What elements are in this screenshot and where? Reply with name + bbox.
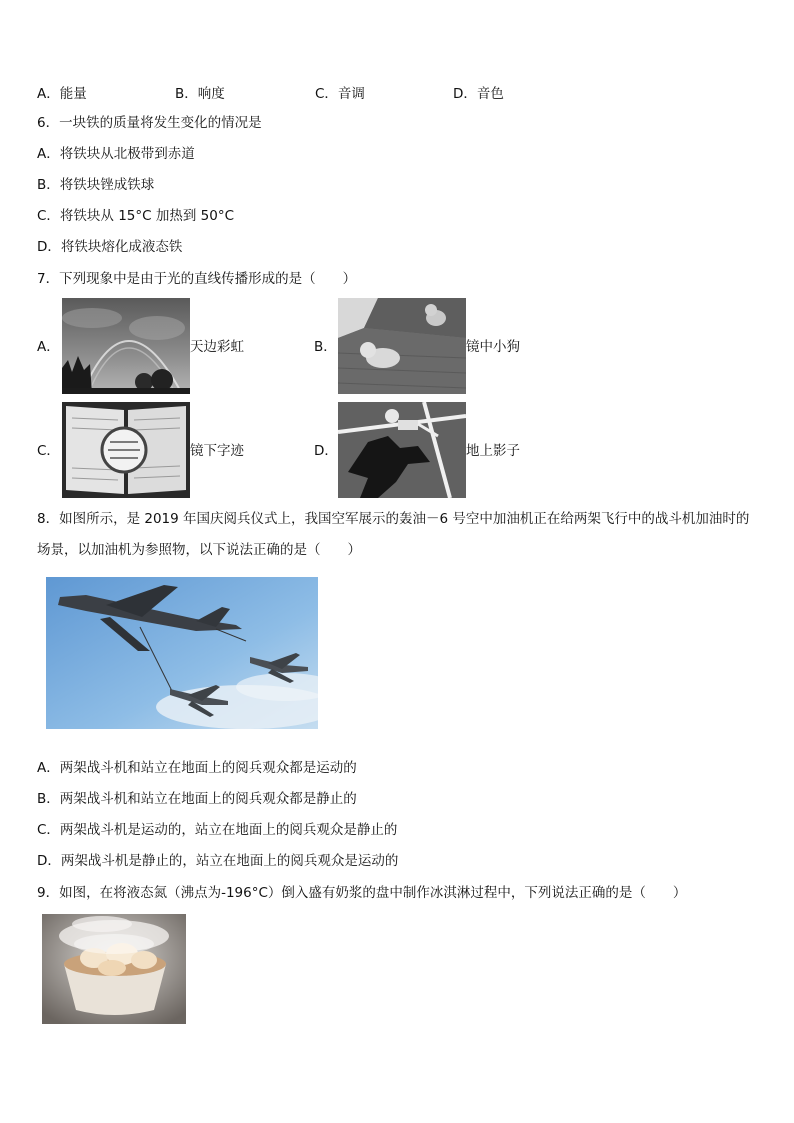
q7-option-d-letter: D．: [314, 443, 338, 459]
q5-option-d: D．音色: [453, 86, 504, 102]
q6-stem: 6．一块铁的质量将发生变化的情况是: [37, 115, 262, 131]
q5-option-b: B．响度: [175, 86, 225, 102]
refueling-aircraft-photo: [46, 577, 318, 729]
q7-stem: 7．下列现象中是由于光的直线传播形成的是（ ）: [37, 271, 357, 287]
q8-option-b: B．两架战斗机和站立在地面上的阅兵观众都是静止的: [37, 791, 357, 807]
q9-stem: 9．如图，在将液态氮（沸点为-196°C）倒入盛有奶浆的盘中制作冰淇淋过程中，下列说法正确的是（ ）: [37, 885, 687, 901]
dog-mirror-photo: [338, 298, 466, 394]
rainbow-photo: [62, 298, 190, 394]
q7-option-a-letter: A．: [37, 339, 60, 355]
q5-option-a: A．能量: [37, 86, 87, 102]
q7-option-b-letter: B．: [314, 339, 337, 355]
q6-option-a: A．将铁块从北极带到赤道: [37, 146, 195, 162]
ice-cream-liquid-nitrogen-photo: [42, 914, 186, 1024]
q8-stem-line2: 场景，以加油机为参照物，以下说法正确的是（ ）: [37, 542, 361, 558]
shadow-photo: [338, 402, 466, 498]
q8-stem-line1: 8．如图所示，是 2019 年国庆阅兵仪式上，我国空军展示的轰油－6 号空中加油机正在给两架飞行中的战斗机加油时的: [37, 511, 750, 527]
q7-option-a-caption: 天边彩虹: [190, 339, 244, 355]
q8-option-a: A．两架战斗机和站立在地面上的阅兵观众都是运动的: [37, 760, 357, 776]
q6-option-c: C．将铁块从 15°C 加热到 50°C: [37, 208, 235, 224]
q7-option-c-caption: 镜下字迹: [190, 443, 244, 459]
magnifier-book-photo: [62, 402, 190, 498]
q8-option-d: D．两架战斗机是静止的，站立在地面上的阅兵观众是运动的: [37, 853, 399, 869]
q7-option-c-letter: C．: [37, 443, 60, 459]
q7-option-d-caption: 地上影子: [466, 443, 520, 459]
q6-option-d: D．将铁块熔化成液态铁: [37, 239, 183, 255]
q5-option-c: C．音调: [315, 86, 365, 102]
q7-option-b-caption: 镜中小狗: [466, 339, 520, 355]
q6-option-b: B．将铁块锉成铁球: [37, 177, 155, 193]
q8-option-c: C．两架战斗机是运动的，站立在地面上的阅兵观众是静止的: [37, 822, 398, 838]
